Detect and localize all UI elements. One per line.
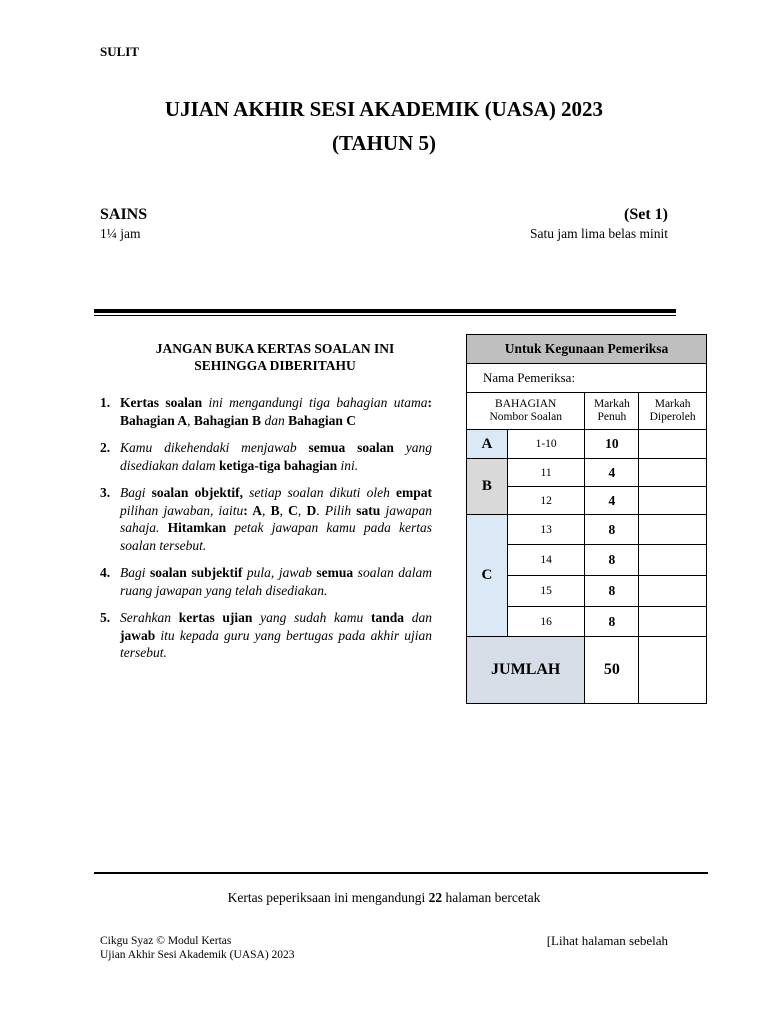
instruction-text: empat: [395, 485, 432, 500]
footer-credit-line2: Ujian Akhir Sesi Akademik (UASA) 2023: [100, 949, 295, 961]
page-count-pre: Kertas peperiksaan ini mengandungi: [227, 890, 429, 905]
page-count-post: halaman bercetak: [442, 890, 541, 905]
question-number: 14: [507, 545, 585, 576]
instruction-text: pilihan jawaban, iaitu: [120, 502, 244, 518]
exam-year-level: (TAHUN 5): [331, 131, 436, 155]
divider-thick: [94, 309, 676, 313]
duration: 1¼ jam: [100, 226, 141, 241]
instruction-text: tanda: [371, 610, 405, 625]
exam-title: UJIAN AKHIR SESI AKADEMIK (UASA) 2023: [164, 97, 604, 121]
question-number: 12: [507, 487, 585, 515]
marks-obtained-cell: [639, 459, 707, 487]
total-label: JUMLAH: [467, 637, 585, 704]
next-page-note: [Lihat halaman sebelah: [546, 933, 668, 948]
do-not-open-warning: JANGAN BUKA KERTAS SOALAN INI SEHINGGA DIBERITAHU: [155, 341, 395, 373]
marks-obtained-cell: [639, 545, 707, 576]
instruction-text: ,: [187, 412, 194, 428]
examiner-table-title: Untuk Kegunaan Pemeriksa: [467, 335, 707, 364]
instruction-text: Serahkan: [120, 610, 179, 625]
examiner-name-field: Nama Pemeriksa:: [467, 364, 707, 393]
instruction-item: [100, 394, 432, 429]
col-header-full-l1: Markah: [593, 398, 630, 410]
instruction-item: [100, 439, 432, 474]
instruction-item: [100, 609, 432, 662]
instruction-text: itu kepada guru yang bertugas pada akhir ujian tersebut.: [120, 627, 432, 660]
classification-label: SULIT: [100, 44, 140, 59]
instruction-text: D: [306, 502, 317, 518]
full-marks: 10: [585, 430, 639, 459]
section-a-cell: A: [467, 430, 508, 459]
instruction-text: .: [316, 502, 325, 518]
instruction-text: ,: [279, 502, 289, 518]
footer-divider: [94, 872, 708, 874]
marks-obtained-cell: [639, 487, 707, 515]
duration-words: Satu jam lima belas minit: [530, 226, 668, 241]
total-obtained-cell: [639, 637, 707, 704]
instruction-text: : A: [243, 502, 262, 518]
full-marks: 4: [585, 459, 639, 487]
instruction-text: C: [288, 502, 298, 518]
instruction-text: soalan subjektif: [150, 565, 243, 580]
marks-obtained-cell: [639, 607, 707, 637]
instruction-text: dan: [261, 412, 289, 428]
instruction-text: Kamu dikehendaki menjawab: [120, 440, 309, 455]
examiner-table: [466, 334, 707, 704]
instruction-text: Bahagian C: [288, 412, 356, 428]
col-header-got-l1: Markah: [654, 398, 691, 410]
col-header-marks-obtained: [639, 393, 707, 430]
subject-name: SAINS: [100, 206, 148, 223]
question-number: 11: [507, 459, 585, 487]
instruction-text: Kertas soalan: [120, 395, 203, 410]
col-header-got-l2: Diperoleh: [649, 411, 696, 423]
question-number: 13: [507, 515, 585, 545]
instruction-text: B: [270, 502, 280, 518]
full-marks: 4: [585, 487, 639, 515]
total-value: 50: [585, 637, 639, 704]
instruction-text: pula, jawab: [242, 565, 317, 580]
full-marks: 8: [585, 607, 639, 637]
col-header-section: [467, 393, 585, 430]
instruction-text: Hitamkan: [167, 520, 227, 535]
question-number: 1-10: [507, 430, 585, 459]
page-count-note: [0, 890, 768, 906]
instruction-number: 4.: [100, 565, 111, 580]
marks-obtained-cell: [639, 515, 707, 545]
col-header-section-l1: BAHAGIAN: [495, 398, 557, 410]
col-header-full-marks: [585, 393, 639, 430]
instruction-text: yang sudah kamu: [252, 610, 371, 625]
instruction-text: Pilih: [324, 502, 357, 518]
instruction-number: 3.: [100, 485, 111, 500]
footer-credit: [100, 934, 295, 962]
question-number: 16: [507, 607, 585, 637]
instruction-text: Bahagian B: [193, 412, 262, 428]
instruction-text: ,: [262, 502, 271, 518]
full-marks: 8: [585, 515, 639, 545]
instruction-text: Bagi: [120, 485, 152, 500]
instruction-text: dan: [404, 610, 432, 625]
col-header-full-l2: Penuh: [597, 411, 627, 423]
question-number: 15: [507, 576, 585, 607]
instruction-number: 1.: [100, 395, 111, 410]
section-b-cell: B: [467, 459, 508, 515]
instruction-text: : Bahagian A: [120, 395, 432, 428]
instruction-text: petak jawapan kamu pada kertas soalan tersebut.: [120, 520, 432, 553]
divider-thin: [94, 315, 676, 316]
instruction-text: yang disediakan dalam: [120, 440, 432, 473]
instruction-text: kertas ujian: [178, 610, 253, 625]
instruction-text: ini.: [337, 457, 359, 473]
instruction-item: [100, 484, 432, 554]
full-marks: 8: [585, 545, 639, 576]
set-label: (Set 1): [624, 206, 668, 223]
instruction-text: ini mengandungi tiga bahagian utama: [202, 395, 428, 410]
instruction-text: semua soalan: [308, 440, 394, 455]
instruction-text: setiap soalan dikuti oleh: [242, 485, 396, 500]
instruction-text: ,: [297, 502, 307, 518]
col-header-section-l2: Nombor Soalan: [489, 411, 562, 423]
instructions-list: [100, 394, 432, 672]
section-c-cell: C: [467, 515, 508, 637]
marks-obtained-cell: [639, 430, 707, 459]
instruction-number: 2.: [100, 440, 111, 455]
instruction-item: [100, 564, 432, 599]
instruction-number: 5.: [100, 610, 111, 625]
instruction-text: jawab: [120, 627, 156, 643]
instruction-text: ketiga-tiga bahagian: [219, 457, 338, 473]
footer-credit-line1: Cikgu Syaz © Modul Kertas: [100, 935, 232, 947]
full-marks: 8: [585, 576, 639, 607]
instruction-text: soalan dalam ruang jawapan yang telah disediakan.: [120, 565, 432, 598]
instruction-text: soalan objektif,: [151, 485, 243, 500]
instruction-text: jawapan sahaja.: [120, 502, 433, 535]
marks-obtained-cell: [639, 576, 707, 607]
page-count-number: 22: [428, 890, 443, 905]
instruction-text: semua: [316, 565, 354, 580]
instruction-text: Bagi: [120, 565, 151, 580]
instruction-text: satu: [356, 502, 381, 518]
